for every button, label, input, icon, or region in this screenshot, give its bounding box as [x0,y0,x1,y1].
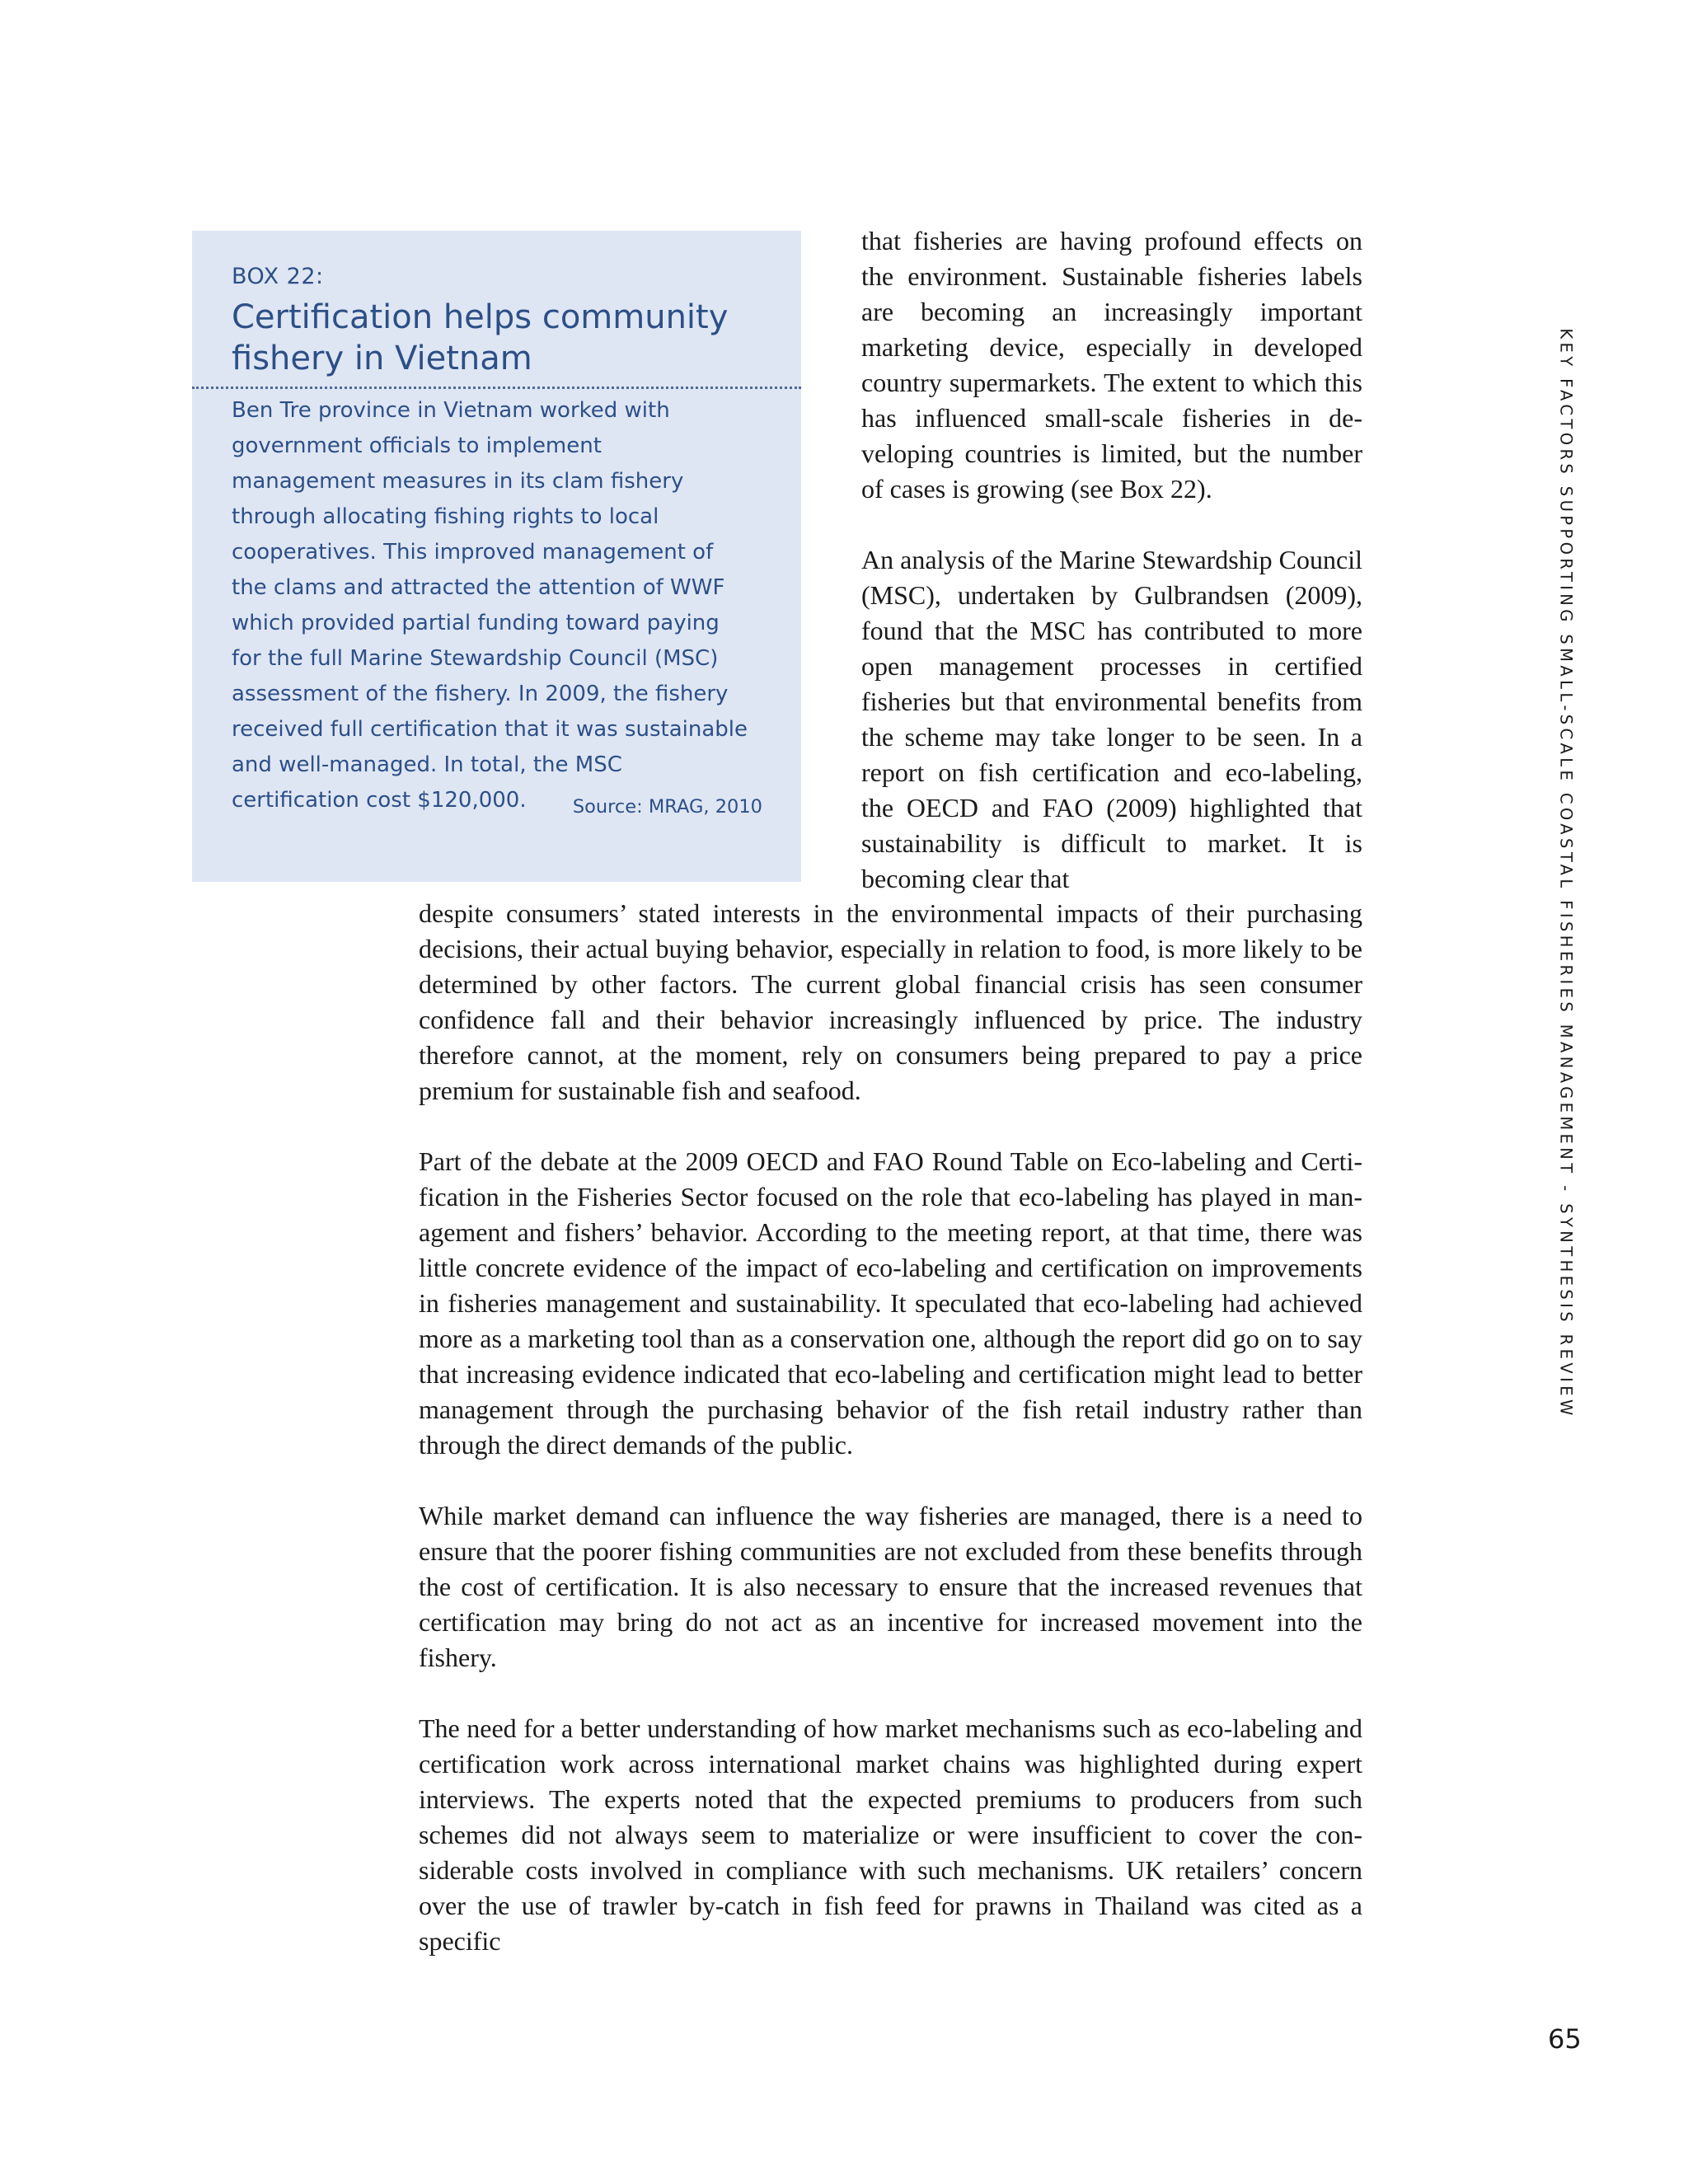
box-label: BOX 22: [232,264,324,289]
body-paragraph: An analysis of the Marine Stewardship Council (MSC), undertaken by Gulbrandsen (2009), found that the MSC has contributed to more open management processes in certified fisheries but that environmental benefits from the scheme may take longer to be seen. In a report on fish certification and eco-labeling, the OECD and FAO (2009) highlighted that sustainability is difficult to market. It is becoming clear that [861,545,1362,893]
page-number: 65 [1548,2023,1582,2055]
paragraph-spacer [419,1675,1362,1711]
paragraph-spacer [419,1463,1362,1498]
paragraph-spacer [861,507,1362,542]
body-paragraph: despite consumers’ stated interests in the environmental impacts of their purchasing decisions, their actual buying behavior, especially in relation to food, is more likely to be determined by other factors. The current global financial crisis has seen consumer confidence fall and their behavior increasingly influenced by price. The industry therefore cannot, at the moment, rely on consumers being prepared to pay a price premium for sustainable fish and seafood. [419,898,1362,1105]
box-title: Certification helps community fishery in Vietnam [232,298,729,377]
body-paragraph: Part of the debate at the 2009 OECD and FAO Round Table on Eco-labeling and Certification in the Fisheries Sector focused on the role that eco-labeling has played in management and fishers’ behavior. According to the meeting report, at that time, there was little concrete evidence of the impact of eco-labeling and certification on improvements in fisheries management and sustainability. It speculated that eco-labeling had achieved more as a marketing tool than as a conservation one, although the report did go on to say that increasing evidence indicated that eco-labeling and certification might lead to better management through the purchasing behavior of the fish retail industry rather than through the direct demands of the public. [419,1146,1362,1460]
body-paragraph: The need for a better understanding of how market mechanisms such as eco-labeling and certification work across international market chains was highlighted during expert interviews. The experts noted that the expected premiums to producers from such schemes did not always seem to materialize or were insufficient to cover the considerable costs involved in compliance with such mechanisms. UK retailers’ concern over the use of trawler by-catch in fish feed for prawns in Thailand was cited as a specific [419,1713,1362,1956]
box-22 [192,231,801,882]
body-paragraph: that fisheries are having profound effects on the environment. Sustainable fisheries labels are becoming an increasingly important marketing device, especially in developed country supermarkets. The extent to which this has influenced small-scale fisheries in developing countries is limited, but the number of cases is growing (see Box 22). [861,226,1362,504]
main-text [419,896,1362,1959]
box-source: Source: MRAG, 2010 [572,796,762,818]
running-head-text: KEY FACTORS SUPPORTING SMALL-SCALE COASTAL FISHERIES MANAGEMENT - SYNTHESIS REVIEW [1556,328,1576,1419]
paragraph-spacer [419,1108,1362,1144]
box-divider [192,387,801,389]
box-body: Ben Tre province in Vietnam worked with government officials to implement management measures in its clam fishery through allocating fishing rights to local cooperatives. This improved management of the clams and attracted the attention of WWF which provided partial funding toward paying for the full Marine Stewardship Council (MSC) assessment of the fishery. In 2009, the fishery received full certification that it was sustainable and well-managed. In total, the MSC certification cost $120,000. [232,398,748,813]
right-column [861,223,1362,897]
body-paragraph: While market demand can influence the way fisheries are managed, there is a need to ensure that the poorer fishing communities are not excluded from these benefits through the cost of certification. It is also necessary to ensure that the increased revenues that certification may bring do not act as an incentive for increased movement into the fishery. [419,1501,1362,1672]
